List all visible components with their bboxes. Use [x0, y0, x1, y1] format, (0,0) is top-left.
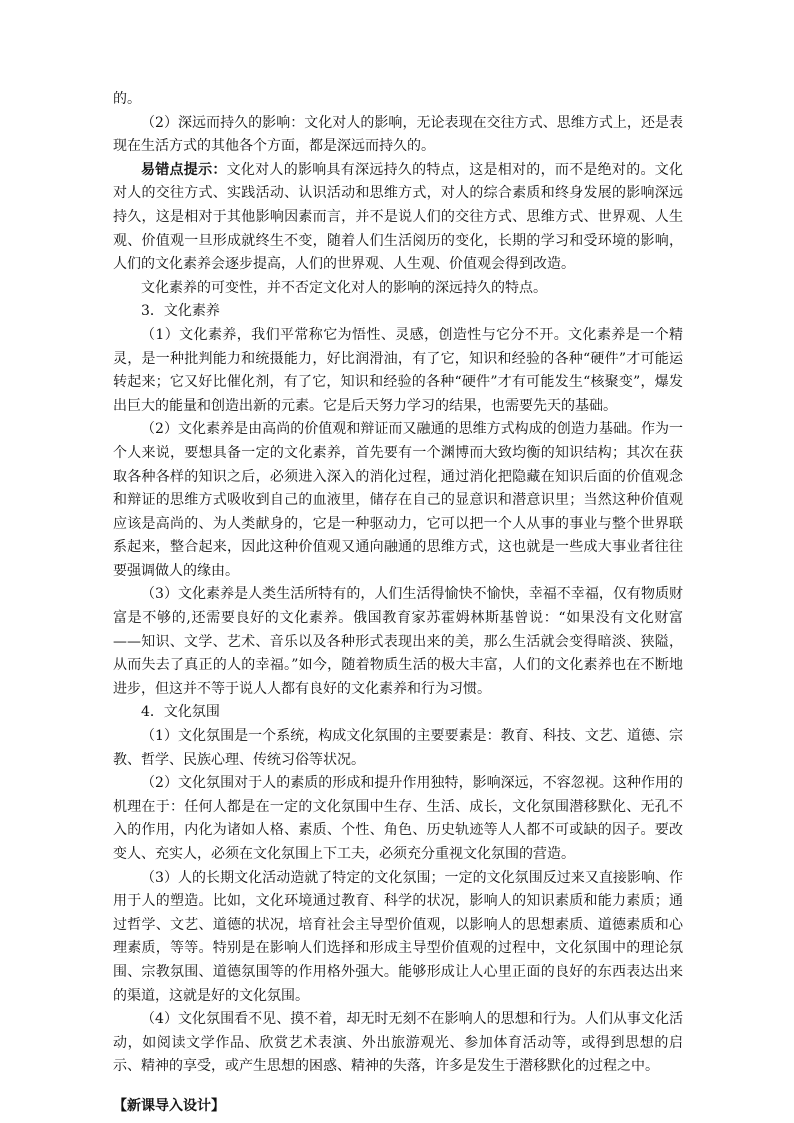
paragraph-literacy-3: （3）文化素养是人类生活所特有的，人们生活得愉快不愉快，幸福不幸福，仅有物质财富是不够的,还需要良好的文化素养。俄国教育家苏霍姆林斯基曾说：“如果没有文化财富——知识、文学、艺术、音乐以及各种形式表现出来的美，那么生活就会变得暗淡、狭隘，从而失去了真正的人的幸福。”如今，随着物质生活的极大丰富，人们的文化素养也在不断地进步，但这并不等于说人人都有良好的文化素养和行为习惯。 — [113, 586, 683, 697]
paragraph-literacy-2: （2）文化素养是由高尚的价值观和辩证而又融通的思维方式构成的创造力基础。作为一个人来说，要想具备一定的文化素养，首先要有一个渊博而大致均衡的知识结构；其次在获取各种各样的知识之后，必须进入深入的消化过程，通过消化把隐藏在知识后面的价值观念和辩证的思维方式吸收到自己的血液里，储存在自己的显意识和潜意识里；当然这种价值观应该是高尚的、为人类献身的，它是一种驱动力，它可以把一个人从事的事业与整个世界联系起来，整合起来，因此这种价值观又通向融通的思维方式，这也就是一些成大事业者往往要强调做人的缘由。 — [113, 421, 683, 579]
paragraph-atmosphere-3: （3）人的长期文化活动造就了特定的文化氛围；一定的文化氛围反过来又直接影响、作用于人的塑造。比如，文化环境通过教育、科学的状况，影响人的知识素质和能力素质；通过哲学、文艺、道德的状况，培育社会主导型价值观，以影响人的思想素质、道德素质和心理素质，等等。特别是在影响人们选择和形成主导型价值观的过程中，文化氛围中的理论氛围、宗教氛围、道德氛围等的作用格外强大。能够形成让人心里正面的良好的东西表达出来的渠道，这就是好的文化氛围。 — [113, 869, 683, 1004]
error-tip-text: 文化对人的影响具有深远持久的特点，这是相对的，而不是绝对的。文化对人的交往方式、实践活动、认识活动和思维方式，对人的综合素质和终身发展的影响深远持久，这是相对于其他影响因素而言，并不是说人们的交往方式、思维方式、世界观、人生观、价值观一旦形成就终生不变，随着人们生活阅历的变化，长期的学习和受环境的影响，人们的文化素养会逐步提高，人们的世界观、人生观、价值观会得到改造。 — [113, 161, 684, 273]
paragraph-atmosphere-4: （4）文化氛围看不见、摸不着，却无时无刻不在影响人的思想和行为。人们从事文化活动，如阅读文学作品、欣赏艺术表演、外出旅游观光、参加体育活动等，或得到思想的启示、精神的享受，或产生思想的困惑、精神的失落，许多是发生于潜移默化的过程之中。 — [113, 1011, 683, 1075]
paragraph-atmosphere-1: （1）文化氛围是一个系统，构成文化氛围的主要要素是：教育、科技、文艺、道德、宗教、哲学、民族心理、传统习俗等状况。 — [113, 728, 683, 768]
paragraph-literacy-1: （1）文化素养，我们平常称它为悟性、灵感，创造性与它分不开。文化素养是一个精灵，是一种批判能力和统摄能力，好比润滑油，有了它，知识和经验的各种“硬件”才可能运转起来；它又好比催化剂，有了它，知识和经验的各种“硬件”才有可能发生“核聚变”，爆发出巨大的能量和创造出新的元素。它是后天努力学习的结果，也需要先天的基础。 — [113, 326, 683, 414]
heading-cultural-atmosphere: 4．文化氛围 — [141, 704, 220, 721]
document-page — [113, 88, 683, 1119]
paragraph-variability: 文化素养的可变性，并不否定文化对人的影响的深远持久的特点。 — [141, 279, 547, 296]
section-title-new-lesson: 【新课导入设计】 — [113, 1097, 225, 1114]
paragraph-atmosphere-2: （2）文化氛围对于人的素质的形成和提升作用独特，影响深远，不容忽视。这种作用的机理在于：任何人都是在一定的文化氛围中生存、生活、成长，文化氛围潜移默化、无孔不入的作用，内化为诸如人格、素质、个性、角色、历史轨迹等人人都不可或缺的因子。要改变人、充实人，必须在文化氛围上下工夫，必须充分重视文化氛围的营造。 — [113, 775, 683, 862]
paragraph-error-tip — [113, 159, 683, 277]
heading-cultural-literacy: 3．文化素养 — [141, 303, 220, 320]
paragraph-deep-influence: （2）深远而持久的影响：文化对人的影响，无论表现在交往方式、思维方式上，还是表现在生活方式的其他各个方面，都是深远而持久的。 — [113, 114, 683, 155]
error-tip-label: 易错点提示： — [141, 161, 227, 178]
paragraph-fragment: 的。 — [113, 91, 141, 107]
